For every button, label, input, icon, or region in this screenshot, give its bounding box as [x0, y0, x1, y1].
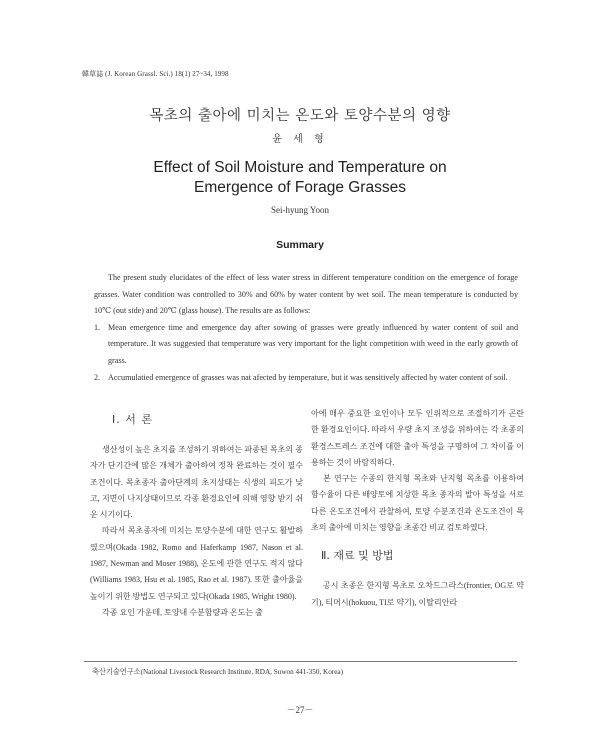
methods-paragraph-1: 공시 초종은 한지형 목초로 오차드그라스(frontier, OG로 약기), 티머시(hokuou, TI로 약기), 이탈리안라 [311, 581, 524, 607]
intro-paragraph-1: 생산성이 높은 초지를 조성하기 위하여는 파종된 목초의 종자가 단기간에 많은 개체가 출아하여 정착 완료하는 것이 필수 조건이다. 목초종자 출아단계의 초지상태는 식생의 피도가 낮고, 지면이 나지상태이므로 각종 환경요인에 의해 영향 받기 쉬운 시기이다. [90, 445, 303, 520]
intro-paragraph-3-continued: 아에 매우 중요한 요인이나 모두 인위적으로 조절하기가 곤란한 환경요인이다. 따라서 우량 초지 조성을 위하여는 각 초종의 환경스트레스 조건에 대한 출아 특성을 구명하여 그 차이를 이용하는 것이 바람직하다. [311, 409, 524, 467]
korean-author: 윤 세 형 [272, 134, 328, 145]
affiliation-footnote: 축산기술연구소(National Livestock Research Institute, RDA, Suwon 441-350, Korea) [92, 668, 344, 676]
english-author: Sei-hyung Yoon [270, 205, 329, 215]
results-item-number: 2. [94, 372, 101, 382]
results-item-text: Mean emergence time and emergence day after sowing of grasses were greatly influenced by water content of soil and temperature. It was suggested that temperature was very important for the light competition with weed in the early growth of grass. [108, 322, 518, 365]
footnote-divider [84, 661, 517, 662]
english-title-line-1: Effect of Soil Moisture and Temperature on [153, 159, 447, 176]
right-column [311, 406, 524, 611]
introduction-heading: Ⅰ. 서 론 [112, 413, 153, 426]
left-column [90, 406, 303, 621]
intro-paragraph-3: 각종 요인 가운데, 토양내 수분함량과 온도는 출 [102, 607, 263, 617]
english-title [0, 158, 600, 198]
results-item-number: 1. [94, 322, 101, 332]
summary-body [94, 270, 518, 386]
intro-paragraph-4: 본 연구는 수종의 한지형 목초와 난지형 목초를 이용하여 함수율이 다른 배양토에 치상한 목초 종자의 발아 특성을 서로 다른 온도조건에서 관찰하여, 토양 수분조건과 온도조건이 목초의 출아에 미치는 영향을 초종간 비교 검토하였다. [311, 474, 524, 533]
methods-heading: Ⅱ. 재료 및 방법 [321, 549, 394, 563]
summary-heading: Summary [276, 239, 324, 251]
summary-paragraph: The present study elucidates of the effect of less water stress in different temperature condition on the emergence of forage grasses. Water condition was controlled to 30% and 60% by water content by wet soil. The mean temperature is conducted by 10℃ (out side) and 20℃ (glass house). The results are as follows: [94, 273, 518, 316]
results-item-text: Accumulatied emergence of grasses was nat afected by temperature, but it was sensitively affected by water content of soil. [108, 372, 508, 382]
intro-paragraph-2: 따라서 목초종자에 미치는 토양수분에 대한 연구도 활발하였으며(Okada 1982, Romo and Haferkamp 1987, Nason et al. 1987, Newman and Moser 1988), 온도에 관한 연구도 적지 않다(Williams 1983, Hsu et al. 1985, Rao et al. 1987). 또한 출아율을 높이기 위한 방법도 연구되고 있다(Okada 1985, Wright 1980). [90, 526, 303, 601]
results-item [94, 320, 518, 370]
english-title-line-2: Emergence of Forage Grasses [194, 179, 406, 196]
korean-title: 목초의 출아에 미치는 온도와 토양수분의 영향 [149, 108, 451, 124]
results-list [94, 320, 518, 386]
results-item [94, 370, 518, 387]
journal-citation: 韓草誌 (J. Korean Grassl. Sci.) 18(1) 27~34, 1998 [82, 70, 229, 78]
page-number: －27－ [286, 705, 314, 715]
